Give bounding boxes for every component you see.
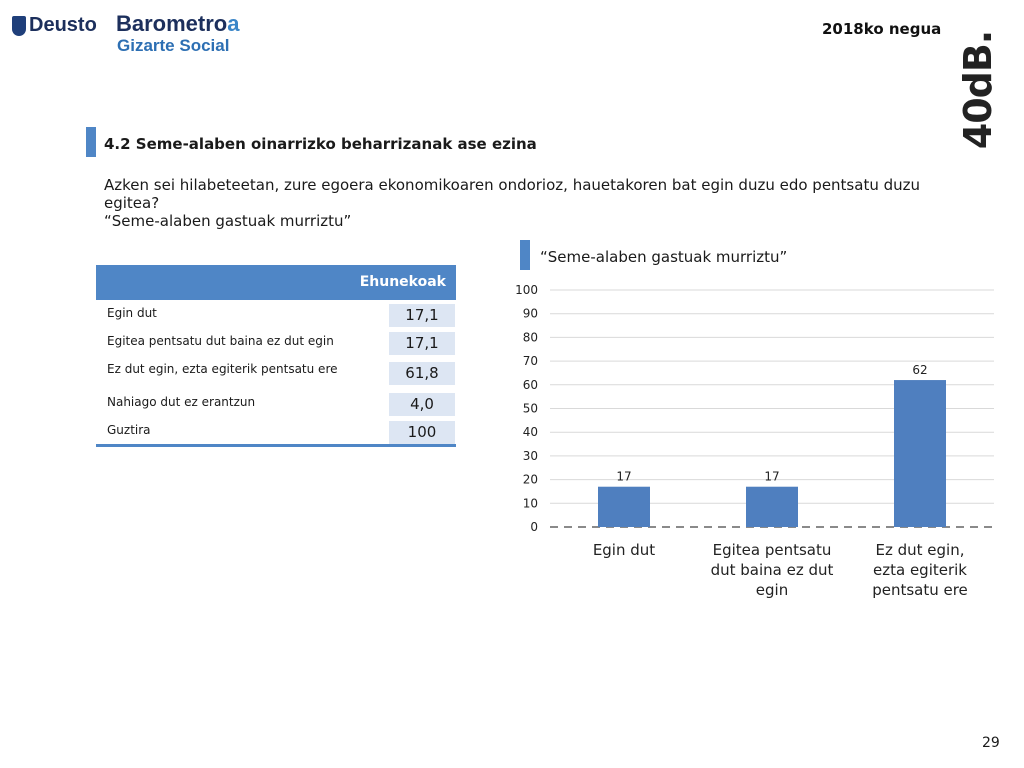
- deusto-shield-icon: [12, 16, 26, 36]
- chart-title: “Seme-alaben gastuak murriztu”: [540, 248, 788, 266]
- y-tick-label: 20: [522, 472, 538, 487]
- table-row: [96, 328, 456, 356]
- table-row: [96, 417, 456, 444]
- table-row: [96, 300, 456, 328]
- y-tick-label: 10: [522, 496, 538, 511]
- y-tick-label: 60: [522, 377, 538, 392]
- row-value: 61,8: [389, 362, 455, 385]
- page-number: 29: [982, 735, 1000, 751]
- deusto-logo-text: Deusto: [29, 14, 97, 36]
- row-label: Egitea pentsatu dut baina ez dut egin: [107, 334, 334, 348]
- season-label: 2018ko negua: [822, 20, 942, 38]
- 40db-logo: 40dB.: [956, 30, 1000, 150]
- question-quote: “Seme-alaben gastuak murriztu”: [104, 212, 352, 230]
- section-title: 4.2 Seme-alaben oinarrizko beharrizanak ase ezina: [104, 135, 537, 153]
- question-text: [104, 176, 964, 230]
- row-label: Guztira: [107, 423, 151, 437]
- barometroa-title: Barometroa: [116, 11, 240, 36]
- question-body: Azken sei hilabeteetan, zure egoera ekonomikoaren ondorioz, hauetakoren bat egin duzu edo pentsatu duzu egitea?: [104, 176, 921, 212]
- row-value: 17,1: [389, 332, 455, 355]
- row-label: Ez dut egin, ezta egiterik pentsatu ere: [107, 362, 338, 376]
- data-label: 62: [912, 363, 928, 378]
- bar: [746, 487, 798, 527]
- row-value: 4,0: [389, 393, 455, 416]
- y-tick-label: 0: [530, 520, 538, 534]
- data-label: 17: [764, 469, 780, 484]
- section-accent-bar: [86, 127, 96, 157]
- y-tick-label: 40: [522, 425, 538, 440]
- row-label: Egin dut: [107, 306, 157, 320]
- table-row: [96, 389, 456, 417]
- table-row: [96, 356, 456, 389]
- table-header: Ehunekoak: [96, 265, 456, 300]
- bar: [894, 380, 946, 527]
- row-value: 17,1: [389, 304, 455, 327]
- row-label: Nahiago dut ez erantzun: [107, 395, 256, 409]
- row-value: 100: [389, 421, 455, 444]
- barometroa-subtitle: Gizarte Social: [117, 36, 230, 55]
- y-tick-label: 100: [515, 283, 538, 297]
- x-tick-label: Ez dut egin, ezta egiterik pentsatu ere: [872, 541, 968, 599]
- chart-accent-bar: [520, 240, 530, 270]
- deusto-logo: [12, 14, 97, 37]
- table-bottom-rule: [96, 444, 456, 447]
- bar: [598, 487, 650, 527]
- y-tick-label: 80: [522, 330, 538, 345]
- x-tick-label: Egin dut: [592, 541, 656, 559]
- barometroa-logo: [116, 12, 240, 56]
- percentages-table: [96, 265, 456, 447]
- data-label: 17: [616, 469, 632, 484]
- y-tick-label: 30: [522, 448, 538, 463]
- bar-chart: [500, 280, 1000, 610]
- y-tick-label: 70: [522, 354, 538, 369]
- y-tick-label: 90: [522, 306, 538, 321]
- y-tick-label: 50: [522, 401, 538, 416]
- x-tick-label: Egitea pentsatu dut baina ez dut egin: [710, 541, 834, 599]
